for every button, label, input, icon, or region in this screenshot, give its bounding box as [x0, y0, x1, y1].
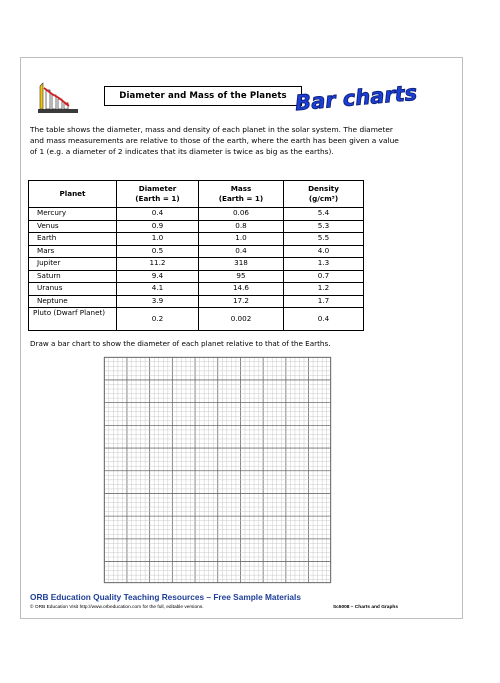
- header-density: Density (g/cm³): [284, 181, 364, 208]
- worksheet-title: Diameter and Mass of the Planets: [104, 86, 302, 106]
- cell-density: 5.3: [284, 220, 364, 233]
- cell-diameter: 1.0: [117, 233, 199, 246]
- header-mass: Mass (Earth = 1): [199, 181, 284, 208]
- table-row: [29, 208, 364, 221]
- cell-diameter: 11.2: [117, 258, 199, 271]
- cell-density: 1.3: [284, 258, 364, 271]
- cell-mass: 0.06: [199, 208, 284, 221]
- table-row: [29, 245, 364, 258]
- cell-planet: Jupiter: [29, 258, 117, 271]
- cell-planet: Neptune: [29, 295, 117, 308]
- footer-title: ORB Education Quality Teaching Resources – Free Sample Materials: [30, 592, 301, 602]
- cell-diameter: 0.4: [117, 208, 199, 221]
- cell-planet: Mars: [29, 245, 117, 258]
- table-row: [29, 270, 364, 283]
- cell-diameter: 9.4: [117, 270, 199, 283]
- table-row: [29, 258, 364, 271]
- cell-mass: 14.6: [199, 283, 284, 296]
- cell-diameter: 3.9: [117, 295, 199, 308]
- cell-planet: Saturn: [29, 270, 117, 283]
- cell-mass: 1.0: [199, 233, 284, 246]
- planets-table: [28, 180, 364, 331]
- cell-planet: Earth: [29, 233, 117, 246]
- cell-density: 0.7: [284, 270, 364, 283]
- cell-density: 0.4: [284, 308, 364, 331]
- table-header-row: [29, 181, 364, 208]
- graph-paper-grid[interactable]: [104, 357, 331, 583]
- cell-planet: Pluto (Dwarf Planet): [29, 308, 117, 331]
- cell-planet: Uranus: [29, 283, 117, 296]
- cell-density: 1.2: [284, 283, 364, 296]
- cell-mass: 318: [199, 258, 284, 271]
- header-planet: Planet: [29, 181, 117, 208]
- cell-mass: 95: [199, 270, 284, 283]
- table-row: [29, 233, 364, 246]
- cell-planet: Venus: [29, 220, 117, 233]
- intro-text: The table shows the diameter, mass and density of each planet in the solar system. The diameter and mass measurements are relative to those of the earth, where the earth has been given a value of 1 (e.g. a diameter of 2 indicates that its diameter is twice as big as the earths).: [30, 125, 399, 156]
- cell-density: 4.0: [284, 245, 364, 258]
- cell-diameter: 0.9: [117, 220, 199, 233]
- cell-diameter: 4.1: [117, 283, 199, 296]
- cell-mass: 0.4: [199, 245, 284, 258]
- cell-density: 5.4: [284, 208, 364, 221]
- cell-planet: Mercury: [29, 208, 117, 221]
- bar-charts-badge: [294, 80, 419, 116]
- table-row: [29, 295, 364, 308]
- cell-density: 5.5: [284, 233, 364, 246]
- cell-diameter: 0.2: [117, 308, 199, 331]
- cell-mass: 0.8: [199, 220, 284, 233]
- badge-text: Bar charts: [294, 80, 419, 116]
- table-row: [29, 308, 364, 331]
- footer-code: Sc5008 – Charts and Graphs: [332, 605, 398, 610]
- cell-mass: 17.2: [199, 295, 284, 308]
- cell-diameter: 0.5: [117, 245, 199, 258]
- instruction-text: Draw a bar chart to show the diameter of each planet relative to that of the Earths.: [30, 339, 331, 348]
- cell-density: 1.7: [284, 295, 364, 308]
- table-row: [29, 220, 364, 233]
- table-row: [29, 283, 364, 296]
- cell-mass: 0.002: [199, 308, 284, 331]
- header-diameter: Diameter (Earth = 1): [117, 181, 199, 208]
- footer-copyright: © ORB Education Visit http://www.orbeducation.com for the full, editable versions.: [30, 605, 204, 610]
- chart-logo-icon: [34, 80, 82, 116]
